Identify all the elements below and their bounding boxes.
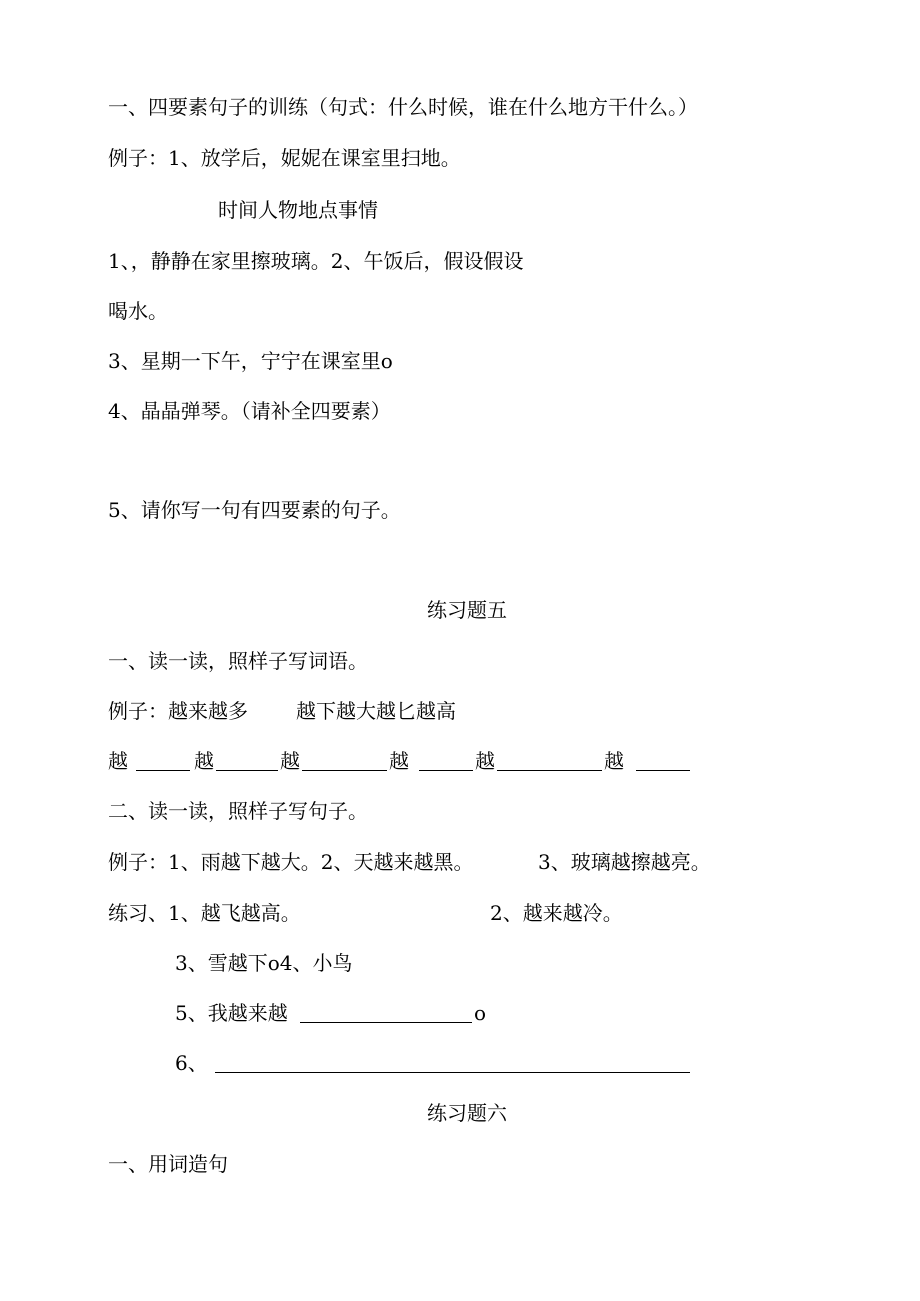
answer-blank[interactable]	[215, 1054, 690, 1073]
item-5: 5、请你写一句有四要素的句子。	[108, 498, 401, 522]
yue-char: 越	[108, 749, 128, 773]
item-3: 3、星期一下午，宁宁在课室里o	[108, 349, 393, 373]
practice-1: 练习、1、越飞越高。	[108, 901, 301, 925]
item-1: 1、，静静在家里擦玻璃。2、午饭后，假设假设	[108, 249, 524, 273]
practice-6: 6、	[175, 1051, 208, 1075]
practice-5-end: o	[474, 1001, 487, 1025]
answer-blank[interactable]	[300, 1004, 472, 1023]
yue-char: 越	[604, 749, 624, 773]
answer-blank[interactable]	[136, 752, 190, 771]
item-1-continued: 喝水。	[108, 299, 168, 323]
answer-blank[interactable]	[302, 752, 387, 771]
element-labels: 时间人物地点事情	[218, 198, 378, 222]
yue-char: 越	[475, 749, 495, 773]
yue-char: 越	[280, 749, 300, 773]
yue-char: 越	[194, 749, 214, 773]
example-sentence: 例子：1、放学后，妮妮在课室里扫地。	[108, 146, 461, 170]
yue-char: 越	[389, 749, 409, 773]
sentence-example-a: 例子：1、雨越下越大。2、天越来越黑。	[108, 850, 474, 874]
word-example-b: 越下越大越匕越高	[296, 699, 456, 723]
answer-blank[interactable]	[216, 752, 278, 771]
answer-blank[interactable]	[419, 752, 473, 771]
sentence-example-b: 3、玻璃越擦越亮。	[538, 850, 711, 874]
word-example-a: 例子：越来越多	[108, 699, 248, 723]
exercise-5-question-1: 一、读一读，照样子写词语。	[108, 649, 368, 673]
exercise-6-title: 练习题六	[427, 1101, 507, 1125]
section-heading: 一、四要素句子的训练（句式：什么时候，谁在什么地方干什么。）	[108, 95, 698, 119]
answer-blank[interactable]	[497, 752, 602, 771]
answer-blank[interactable]	[636, 752, 690, 771]
practice-3-4: 3、雪越下o4、小鸟	[175, 951, 353, 975]
practice-2: 2、越来越冷。	[490, 901, 623, 925]
item-4: 4、晶晶弹琴。（请补全四要素）	[108, 399, 391, 423]
exercise-6-question-1: 一、用词造句	[108, 1152, 228, 1176]
exercise-5-title: 练习题五	[427, 598, 507, 622]
practice-5: 5、我越来越	[175, 1001, 288, 1025]
exercise-5-question-2: 二、读一读，照样子写句子。	[108, 799, 368, 823]
